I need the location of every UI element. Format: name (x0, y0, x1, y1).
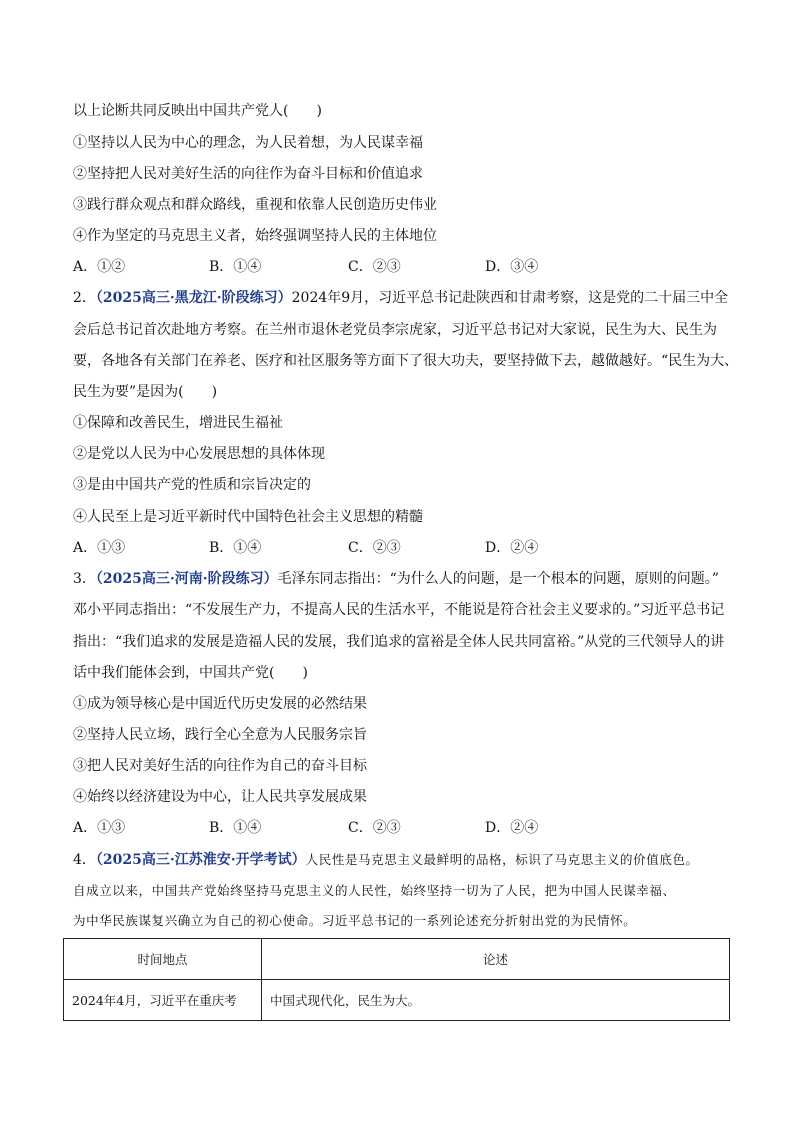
q1-item-3: ③践行群众观点和群众路线，重视和依靠人民创造历史伟业 (73, 197, 437, 213)
q2-item-2: ②是党以人民为中心发展思想的具体体现 (73, 446, 325, 462)
q2-option-a: A．①③ (73, 540, 126, 556)
q2-option-c: C．②③ (348, 540, 401, 556)
q3-option-d: D．②④ (485, 820, 539, 836)
table-header-statement: 论述 (262, 939, 730, 980)
q3-option-b: B．①④ (209, 820, 262, 836)
q2-number: 2． (73, 290, 96, 306)
table-header-time-place: 时间地点 (64, 939, 262, 980)
table-cell-statement: 中国式现代化，民生为大。 (262, 980, 730, 1021)
q2-item-1: ①保障和改善民生，增进民生福祉 (73, 415, 283, 431)
q3-item-4: ④始终以经济建设为中心，让人民共享发展成果 (73, 789, 367, 805)
q1-item-4: ④作为坚定的马克思主义者，始终强调坚持人民的主体地位 (73, 228, 437, 244)
q2-options (73, 538, 723, 558)
q1-option-d: D．③④ (485, 259, 539, 275)
q4-number: 4． (73, 852, 96, 868)
q3-option-c: C．②③ (348, 820, 401, 836)
q1-option-c: C．②③ (348, 259, 401, 275)
q3-line-2: 邓小平同志指出：“不发展生产力，不提高人民的生活水平，不能说是符合社会主义要求的。”习近平总书记 (73, 602, 725, 618)
q1-options (73, 257, 723, 277)
q3-text-1: 毛泽东同志指出：“为什么人的问题，是一个根本的问题，原则的问题。” (277, 571, 719, 587)
q3-line-4: 话中我们能体会到，中国共产党( ) (73, 665, 308, 681)
q4-line-3: 为中华民族谋复兴确立为自己的初心使命。习近平总书记的一系列论述充分折射出党的为民情怀。 (73, 913, 637, 928)
q1-item-1: ①坚持以人民为中心的理念，为人民着想，为人民谋幸福 (73, 135, 423, 151)
q2-item-3: ③是由中国共产党的性质和宗旨决定的 (73, 477, 311, 493)
q3-item-2: ②坚持人民立场，践行全心全意为人民服务宗旨 (73, 727, 367, 743)
q3-line-3: 指出：“我们追求的发展是造福人民的发展，我们追求的富裕是全体人民共同富裕。”从党的三代领导人的讲 (73, 634, 725, 650)
q4-line-2: 自成立以来，中国共产党始终坚持马克思主义的人民性，始终坚持一切为了人民，把为中国人民谋幸福、 (73, 883, 676, 898)
q1-item-2: ②坚持把人民对美好生活的向往作为奋斗目标和价值追求 (73, 166, 423, 182)
q2-line-1 (73, 288, 728, 308)
q2-option-d: D．②④ (485, 540, 539, 556)
q1-stem: 以上论断共同反映出中国共产党人( ) (73, 103, 322, 119)
q3-item-3: ③把人民对美好生活的向往作为自己的奋斗目标 (73, 758, 367, 774)
q2-source: （2025高三·黑龙江·阶段练习） (95, 290, 292, 306)
q1-option-a: A．①② (73, 259, 126, 275)
q3-item-1: ①成为领导核心是中国近代历史发展的必然结果 (73, 696, 367, 712)
q2-line-2: 会后总书记首次赴地方考察。在兰州市退休老党员李宗虎家，习近平总书记对大家说，民生为大、民生为 (73, 322, 717, 338)
q4-line-1 (73, 850, 699, 870)
q1-option-b: B．①④ (209, 259, 262, 275)
q2-text-1: 2024年9月，习近平总书记赴陕西和甘肃考察，这是党的二十届三中全 (291, 290, 729, 306)
q3-option-a: A．①③ (73, 820, 126, 836)
q4-source: （2025高三·江苏淮安·开学考试） (95, 852, 306, 868)
q2-line-4: 民生为要”是因为( ) (73, 384, 218, 400)
q3-source: （2025高三·河南·阶段练习） (95, 571, 278, 587)
q4-table (63, 938, 730, 1021)
q2-item-4: ④人民至上是习近平新时代中国特色社会主义思想的精髓 (73, 509, 423, 525)
q3-number: 3． (73, 571, 96, 587)
table-cell-time-place: 2024年4月，习近平在重庆考 (64, 980, 262, 1021)
q2-option-b: B．①④ (209, 540, 262, 556)
q3-options (73, 818, 723, 838)
q3-line-1 (73, 569, 719, 589)
q4-text-1: 人民性是马克思主义最鲜明的品格，标识了马克思主义的价值底色。 (305, 852, 699, 867)
table-row (64, 980, 730, 1021)
table-header-row (64, 939, 730, 980)
q2-line-3: 要，各地各有关部门在养老、医疗和社区服务等方面下了很大功夫，要坚持做下去，越做越好。“民生为大、 (73, 353, 739, 369)
